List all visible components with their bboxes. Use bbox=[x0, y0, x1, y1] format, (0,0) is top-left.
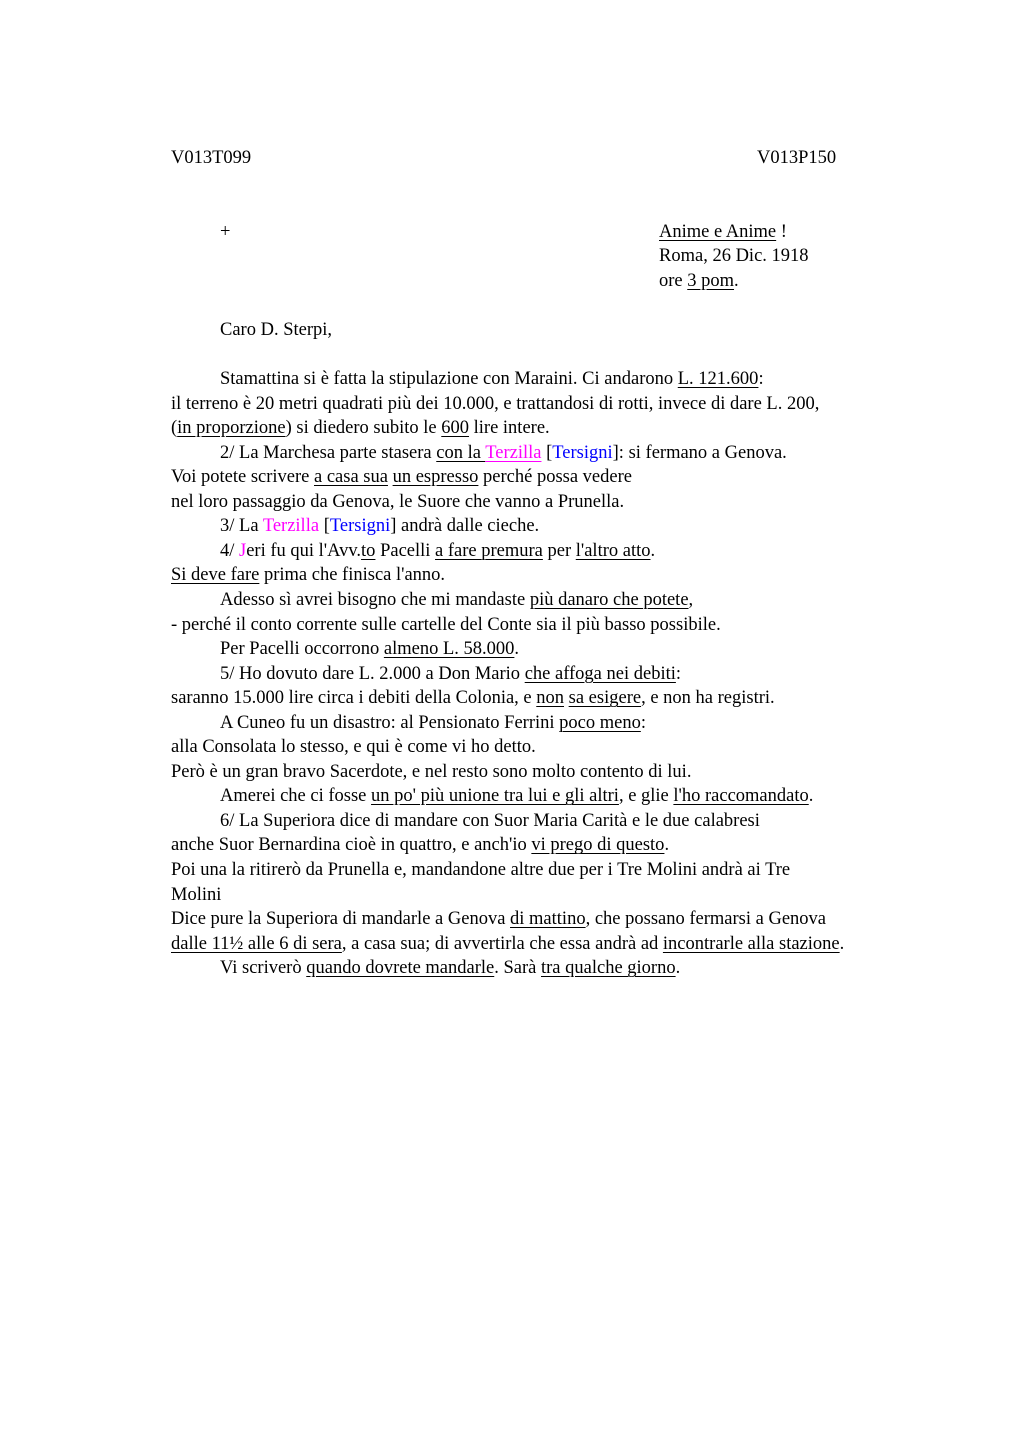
time-line bbox=[659, 269, 739, 294]
time-value: 3 pom bbox=[687, 271, 735, 291]
document-code-left: V013T099 bbox=[171, 148, 252, 168]
text-segment: Si deve fare bbox=[171, 565, 260, 586]
letter-line bbox=[171, 883, 221, 908]
letter-line bbox=[220, 956, 680, 981]
text-segment: to bbox=[361, 540, 376, 561]
text-segment: alla Consolata lo stesso, e qui è come vi ho detto. bbox=[171, 737, 536, 758]
letter-line bbox=[171, 735, 536, 760]
text-segment: sa esigere bbox=[568, 688, 642, 709]
text-segment: [ bbox=[319, 516, 330, 537]
letter-line bbox=[220, 539, 655, 564]
text-segment: a casa sua bbox=[314, 467, 388, 488]
text-segment: in proporzione bbox=[177, 418, 286, 439]
letter-line bbox=[171, 416, 550, 441]
text-segment: , a casa sua; di avvertirla che essa andrà ad bbox=[341, 933, 663, 954]
text-segment: dalle 11½ alle 6 di sera bbox=[171, 933, 342, 954]
time-end: . bbox=[734, 271, 739, 291]
time-prefix: ore bbox=[659, 271, 688, 291]
text-segment: Molini bbox=[171, 884, 222, 905]
letter-line bbox=[220, 367, 764, 392]
text-segment: 5/ Ho dovuto dare L. 2.000 a Don Mario bbox=[220, 663, 525, 684]
text-segment: lire intere. bbox=[469, 418, 550, 439]
text-segment: a fare premura bbox=[435, 540, 543, 561]
text-segment: che affoga nei debiti bbox=[524, 663, 676, 684]
letter-line bbox=[171, 465, 632, 490]
text-segment: poco meno bbox=[559, 712, 641, 733]
document-code-right: V013P150 bbox=[757, 148, 837, 168]
salutation: Caro D. Sterpi, bbox=[220, 320, 333, 340]
text-segment: perché possa vedere bbox=[478, 467, 632, 488]
letter-line bbox=[220, 662, 681, 687]
cross-symbol: + bbox=[220, 222, 231, 242]
text-segment: A Cuneo fu un disastro: al Pensionato Ferrini bbox=[220, 712, 560, 733]
text-segment: , e non ha registri. bbox=[641, 688, 775, 709]
text-segment: Stamattina si è fatta la stipulazione con Maraini. Ci andarono bbox=[220, 369, 678, 389]
text-segment: Terzilla bbox=[485, 442, 542, 463]
letter-line bbox=[220, 441, 787, 466]
text-segment: un po' più unione tra lui e gli altri bbox=[371, 786, 619, 807]
letter-line bbox=[171, 613, 721, 638]
text-segment: Tersigni bbox=[329, 516, 391, 537]
text-segment: più danaro che potete bbox=[529, 589, 689, 610]
text-segment: . bbox=[664, 835, 670, 856]
text-segment: 3/ La bbox=[220, 516, 263, 537]
text-segment: saranno 15.000 lire circa i debiti della Colonia, e bbox=[171, 688, 537, 709]
text-segment: il terreno è 20 metri quadrati più dei 10.000, e trattandosi di rotti, invece di dare L. 200, bbox=[171, 393, 820, 414]
text-segment: , e glie bbox=[618, 786, 674, 807]
letter-line bbox=[220, 784, 813, 809]
text-segment: quando dovrete mandarle bbox=[306, 958, 495, 979]
text-segment: un espresso bbox=[392, 467, 479, 488]
text-segment: . bbox=[675, 958, 681, 979]
text-segment: Amerei che ci fosse bbox=[220, 786, 372, 807]
text-segment: eri fu qui l'Avv. bbox=[246, 540, 362, 561]
text-segment: . bbox=[839, 933, 845, 954]
letter-line bbox=[171, 686, 775, 711]
text-segment: L. 121.600 bbox=[677, 369, 759, 389]
letter-line bbox=[171, 490, 624, 515]
letter-line bbox=[171, 833, 669, 858]
text-segment: non bbox=[536, 688, 565, 709]
letter-line bbox=[220, 711, 646, 736]
text-segment: Terzilla bbox=[262, 516, 320, 537]
motto-mark: ! bbox=[776, 222, 787, 242]
text-segment: Vi scriverò bbox=[220, 958, 307, 979]
text-segment: prima che finisca l'anno. bbox=[259, 565, 446, 586]
text-segment: incontrarle alla stazione bbox=[662, 933, 840, 954]
text-segment: ( bbox=[171, 418, 178, 439]
letter-line bbox=[171, 907, 826, 932]
motto-line bbox=[659, 220, 787, 245]
text-segment: Però è un gran bravo Sacerdote, e nel resto sono molto contento di lui. bbox=[171, 761, 692, 782]
text-segment: con la bbox=[436, 442, 486, 463]
text-segment: . bbox=[514, 639, 520, 660]
letter-line bbox=[220, 637, 519, 662]
text-segment: almeno L. 58.000 bbox=[383, 639, 515, 660]
text-segment: tra qualche giorno bbox=[541, 958, 676, 979]
letter-line bbox=[171, 563, 445, 588]
text-segment: Adesso sì avrei bisogno che mi mandaste bbox=[220, 589, 530, 610]
letter-line bbox=[220, 809, 760, 834]
text-segment: . bbox=[808, 786, 814, 807]
text-segment: : bbox=[675, 663, 682, 684]
text-segment: l'altro atto bbox=[575, 540, 651, 561]
text-segment: Dice pure la Superiora di mandarle a Genova bbox=[171, 909, 511, 930]
text-segment: di mattino bbox=[510, 909, 586, 930]
text-segment: nel loro passaggio da Genova, le Suore che vanno a Prunella. bbox=[171, 491, 625, 512]
letter-line bbox=[171, 760, 691, 785]
text-segment: Voi potete scrivere bbox=[171, 467, 314, 488]
text-segment: , bbox=[688, 589, 694, 610]
text-segment: ] andrà dalle cieche. bbox=[390, 516, 540, 537]
letter-line bbox=[220, 514, 539, 539]
text-segment: J bbox=[239, 540, 247, 561]
text-segment: 600 bbox=[441, 418, 470, 439]
text-segment: vi prego di questo bbox=[531, 835, 665, 856]
text-segment: . bbox=[650, 540, 656, 561]
text-segment: Per Pacelli occorrono bbox=[220, 639, 384, 660]
text-segment: ) si diedero subito le bbox=[285, 418, 442, 439]
text-segment: 2/ La Marchesa parte stasera bbox=[220, 442, 437, 463]
letter-line bbox=[171, 392, 819, 417]
text-segment: 6/ La Superiora dice di mandare con Suor Maria Carità e le due calabresi bbox=[220, 810, 760, 831]
text-segment: ]: si fermano a Genova. bbox=[612, 442, 787, 463]
letter-line bbox=[171, 858, 790, 883]
text-segment: . Sarà bbox=[494, 958, 541, 979]
text-segment: per bbox=[542, 540, 576, 561]
text-segment: [ bbox=[541, 442, 553, 463]
letter-line bbox=[171, 932, 844, 957]
place-date: Roma, 26 Dic. 1918 bbox=[659, 246, 809, 266]
text-segment: Tersigni bbox=[552, 442, 613, 463]
text-segment: Pacelli bbox=[375, 540, 436, 561]
text-segment: Poi una la ritirerò da Prunella e, mandandone altre due per i Tre Molini andrà ai Tre bbox=[171, 860, 791, 880]
text-segment: anche Suor Bernardina cioè in quattro, e anch'io bbox=[171, 835, 532, 856]
text-segment: : bbox=[640, 712, 646, 733]
text-segment: : bbox=[758, 369, 764, 389]
motto: Anime e Anime bbox=[659, 222, 777, 242]
text-segment: l'ho raccomandato bbox=[673, 786, 809, 807]
text-segment: 4/ bbox=[220, 540, 240, 561]
text-segment: , che possano fermarsi a Genova bbox=[585, 909, 826, 930]
text-segment: - perché il conto corrente sulle cartelle del Conte sia il più basso possibile. bbox=[171, 614, 721, 635]
letter-line bbox=[220, 588, 693, 613]
